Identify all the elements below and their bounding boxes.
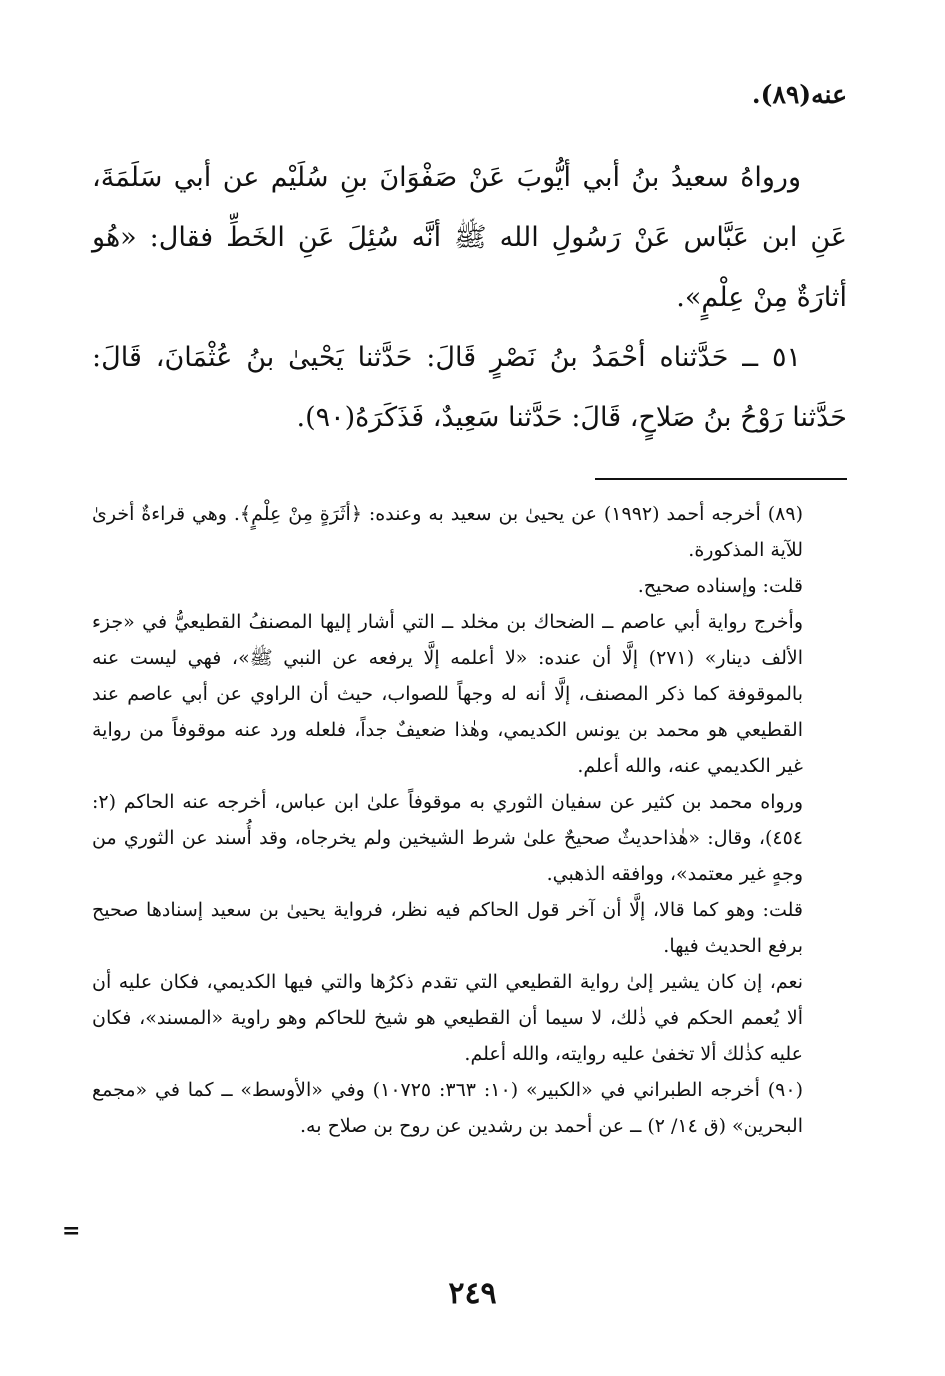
footnote-90 (92, 1072, 847, 1144)
carry-over-text: عنه(٨٩). (751, 80, 847, 109)
footnote-line: (٨٩) أخرجه أحمد (١٩٩٢) عن يحيىٰ بن سعيد به وعنده: ﴿أثَرَةٍ مِنْ عِلْمٍ﴾. وهي قراءةٌ أخرىٰ للآية المذكورة. (92, 503, 803, 561)
footnotes (92, 496, 847, 1144)
footnote-number: (٨٩) (767, 503, 803, 525)
footnote-line: ورواه محمد بن كثير عن سفيان الثوري به موقوفاً علىٰ ابن عباس، أخرجه عنه الحاكم (٢: ٤٥٤)، وقال: «هٰذاحديثٌ صحيحٌ علىٰ شرط الشيخين ولم يخرجاه، وقد أُسند عن الثوري من وجهٍ غير معتمد»، ووافقه الذهبي. (92, 791, 803, 885)
footnote-body (92, 1072, 803, 1144)
footnote-separator (595, 478, 847, 480)
footnote-number: (٩٠) (767, 1079, 803, 1101)
footnote-body (92, 496, 803, 1072)
footnote-line: (٩٠) أخرجه الطبراني في «الكبير» (١٠: ٣٦٣: ١٠٧٢٥) وفي «الأوسط» ــ كما في «مجمع البحرين» (ق ١٤/ ٢) ــ عن أحمد بن رشدين عن روح بن صلاح به. (92, 1079, 803, 1137)
page-number: ٢٤٩ (448, 1276, 497, 1311)
footnote-line: قلت: وإسناده صحيح. (637, 575, 803, 597)
main-text (92, 148, 847, 448)
footnote-line: نعم، إن كان يشير إلىٰ رواية القطيعي التي تقدم ذكرُها والتي فيها الكديمي، فكان عليه أن ألا يُعمم الحكم في ذٰلك، لا سيما أن القطيعي هو شيخ للحاكم وهو راوية «المسند»، فكان عليه كذٰلك ألا تخفىٰ عليه روايته، والله أعلم. (92, 971, 803, 1065)
footnote-89 (92, 496, 847, 1072)
main-paragraph-1: ورواهُ سعيدُ بنُ أبي أيُّوبَ عَنْ صَفْوَانَ بنِ سُلَيْم عن أبي سَلَمَةَ، عَنِ ابن عَبَّاس عَنْ رَسُولِ الله ﷺ أنَّه سُئِلَ عَنِ الخَطِّ فقال: «هُو أثارَةٌ مِنْ عِلْمٍ». (92, 162, 847, 313)
footnote-line: وأخرج رواية أبي عاصم ــ الضحاك بن مخلد ــ التي أشار إليها المصنفُ القطيعيُّ في «جزء الألف دينار» (٢٧١) إلَّا أن عنده: «لا أعلمه إلَّا يرفعه عن النبي ﷺ»، فهي ليست عنه بالموقوفة كما ذكر المصنف، إلَّا أنه له وجهاً للصواب، حيث أن الراوي عن أبي عاصم عند القطيعي هو محمد بن يونس الكديمي، وهٰذا ضعيفٌ جداً، فلعله ورد عنه موقوفاً من رواية غير الكديمي عنه، والله أعلم. (92, 611, 803, 777)
footnote-line: قلت: وهو كما قالا، إلَّا أن آخر قول الحاكم فيه نظر، فرواية يحيىٰ بن سعيد إسنادها صحيح برفع الحديث فيها. (92, 899, 803, 957)
main-paragraph-2: ٥١ ــ حَدَّثناه أحْمَدُ بنُ نَصْرٍ قَالَ: حَدَّثنا يَحْيىٰ بنُ عُثْمَانَ، قَالَ: حَدَّثنا رَوْحُ بنُ صَلاحٍ، قَالَ: حَدَّثنا سَعِيدٌ، فَذَكَرَهُ(٩٠). (92, 342, 847, 433)
continuation-mark: = (62, 1218, 81, 1244)
